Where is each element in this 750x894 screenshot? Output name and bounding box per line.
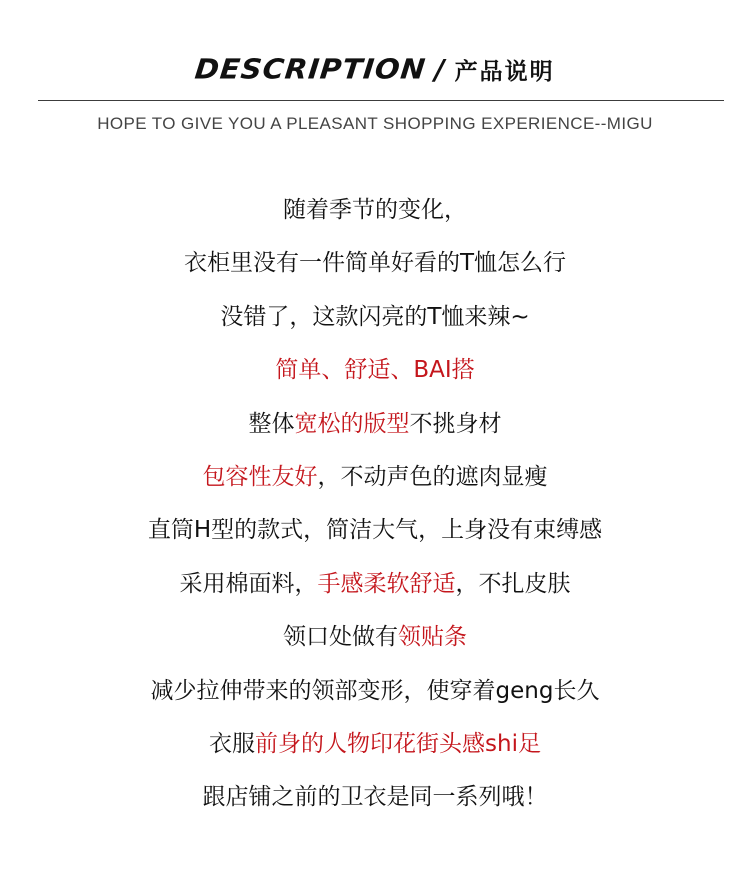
description-line-9 [0, 611, 750, 664]
description-line-7 [0, 504, 750, 557]
highlight-text: 包容性友好 [202, 463, 318, 490]
description-line-12 [0, 771, 750, 824]
description-line-3 [0, 291, 750, 344]
highlight-text: 简单、舒适、BAI搭 [275, 357, 475, 384]
body-text: 领口处做有 [283, 624, 398, 651]
title-english: DESCRIPTION [193, 52, 429, 86]
body-text: 直筒H型的款式，简洁大气，上身没有束缚感 [147, 517, 603, 544]
description-line-11 [0, 718, 750, 771]
highlight-text: 手感柔软舒适 [317, 570, 456, 597]
title-slash: / [434, 52, 445, 86]
body-text: 不挑身材 [409, 410, 502, 437]
body-text: 没错了，这款闪亮的T恤来辣~ [220, 303, 530, 330]
body-text: 采用棉面料， [179, 570, 318, 597]
body-text: 衣服 [209, 730, 256, 757]
description-header [0, 52, 750, 96]
body-text: ，不扎皮肤 [455, 570, 571, 597]
highlight-text: 领贴条 [398, 624, 467, 651]
body-text: 整体 [248, 410, 295, 437]
description-line-10 [0, 665, 750, 718]
description-line-8 [0, 558, 750, 611]
subtitle-tagline: HOPE TO GIVE YOU A PLEASANT SHOPPING EXPERIENCE--MIGU [97, 114, 653, 133]
body-text: 跟店铺之前的卫衣是同一系列哦！ [202, 784, 548, 811]
body-text: ，不动声色的遮肉显瘦 [317, 463, 548, 490]
body-text: 衣柜里没有一件简单好看的T恤怎么行 [183, 250, 567, 277]
description-line-6 [0, 451, 750, 504]
description-line-5 [0, 398, 750, 451]
description-line-1 [0, 184, 750, 237]
description-line-4 [0, 344, 750, 397]
body-text: 减少拉伸带来的领部变形，使穿着geng长久 [150, 677, 600, 704]
title-chinese: 产品说明 [454, 58, 555, 85]
description-line-2 [0, 237, 750, 290]
description-body [0, 184, 750, 825]
header-divider [38, 100, 724, 101]
highlight-text: 宽松的版型 [294, 410, 410, 437]
highlight-text: 前身的人物印花街头感shi足 [255, 730, 541, 757]
body-text: 随着季节的变化， [283, 197, 467, 223]
